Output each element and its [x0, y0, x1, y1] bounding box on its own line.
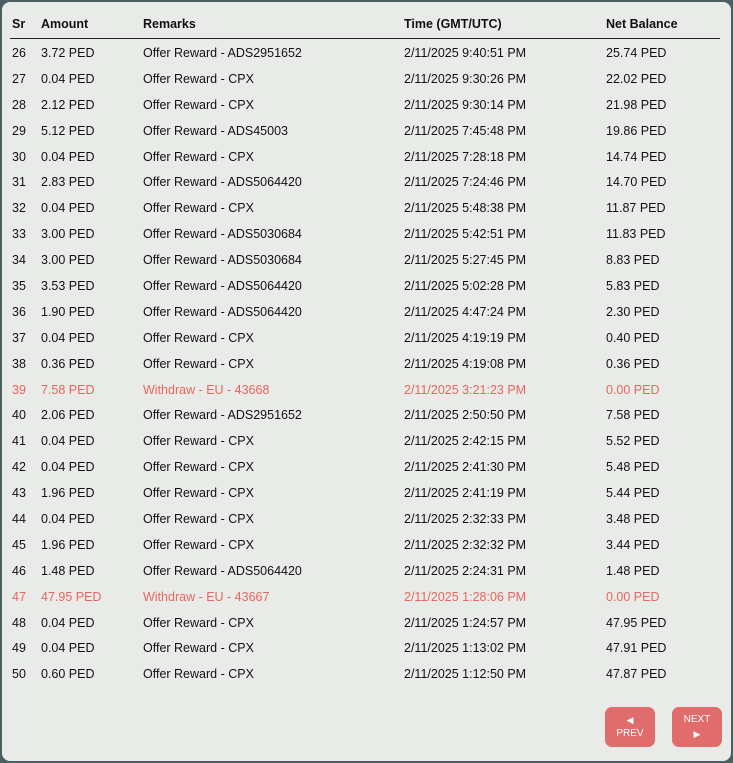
table-row: [10, 610, 720, 636]
table-row: [10, 661, 720, 687]
table-row: [10, 247, 720, 273]
column-header-sr: Sr: [10, 10, 41, 39]
table-row: [10, 195, 720, 221]
cell-amount: 1.96 PED: [41, 486, 95, 501]
table-row: [10, 428, 720, 454]
cell-amount: 1.48 PED: [41, 563, 95, 578]
cell-remarks: Offer Reward - CPX: [143, 97, 254, 112]
cell-sr: 36: [12, 304, 26, 319]
table-row-withdraw: [10, 377, 720, 403]
cell-amount: 3.00 PED: [41, 253, 95, 268]
cell-sr: 38: [12, 356, 26, 371]
table-row-withdraw: [10, 584, 720, 610]
cell-net-balance: 47.95 PED: [606, 615, 667, 630]
table-row: [10, 506, 720, 532]
cell-time: 2/11/2025 7:28:18 PM: [404, 149, 527, 164]
next-page-button[interactable]: [672, 707, 722, 747]
cell-sr: 27: [12, 71, 26, 86]
column-header-remarks: Remarks: [143, 10, 404, 39]
cell-remarks: Offer Reward - CPX: [143, 641, 254, 656]
cell-net-balance: 25.74 PED: [606, 45, 667, 60]
cell-sr: 44: [12, 511, 26, 526]
cell-amount: 1.90 PED: [41, 304, 95, 319]
cell-sr: 46: [12, 563, 26, 578]
table-row: [10, 532, 720, 558]
cell-remarks: Offer Reward - ADS5064420: [143, 175, 302, 190]
cell-net-balance: 19.86 PED: [606, 123, 667, 138]
prev-button-label: PREV: [616, 728, 644, 739]
table-header-row: [10, 10, 720, 39]
cell-remarks: Offer Reward - ADS2951652: [143, 45, 302, 60]
cell-sr: 26: [12, 45, 26, 60]
cell-time: 2/11/2025 1:12:50 PM: [404, 667, 527, 682]
cell-time: 2/11/2025 2:41:30 PM: [404, 460, 527, 475]
table-row: [10, 118, 720, 144]
cell-net-balance: 0.00 PED: [606, 589, 660, 604]
cell-amount: 3.53 PED: [41, 278, 95, 293]
cell-remarks: Offer Reward - CPX: [143, 201, 254, 216]
cell-net-balance: 5.52 PED: [606, 434, 660, 449]
cell-remarks: Offer Reward - CPX: [143, 71, 254, 86]
column-header-amount: Amount: [41, 10, 143, 39]
cell-amount: 2.06 PED: [41, 408, 95, 423]
cell-sr: 28: [12, 97, 26, 112]
table-row: [10, 39, 720, 66]
cell-sr: 35: [12, 278, 26, 293]
cell-remarks: Offer Reward - ADS5030684: [143, 227, 302, 242]
cell-time: 2/11/2025 2:24:31 PM: [404, 563, 527, 578]
cell-sr: 43: [12, 486, 26, 501]
cell-net-balance: 14.70 PED: [606, 175, 667, 190]
cell-net-balance: 0.00 PED: [606, 382, 660, 397]
cell-sr: 29: [12, 123, 26, 138]
cell-time: 2/11/2025 9:40:51 PM: [404, 45, 527, 60]
cell-time: 2/11/2025 5:02:28 PM: [404, 278, 527, 293]
cell-amount: 2.83 PED: [41, 175, 95, 190]
cell-remarks: Offer Reward - CPX: [143, 486, 254, 501]
cell-sr: 50: [12, 667, 26, 682]
cell-remarks: Offer Reward - ADS5064420: [143, 563, 302, 578]
cell-remarks: Offer Reward - ADS5064420: [143, 304, 302, 319]
cell-sr: 30: [12, 149, 26, 164]
cell-sr: 41: [12, 434, 26, 449]
cell-time: 2/11/2025 2:50:50 PM: [404, 408, 527, 423]
cell-remarks: Offer Reward - ADS5030684: [143, 253, 302, 268]
cell-net-balance: 7.58 PED: [606, 408, 660, 423]
column-header-time: Time (GMT/UTC): [404, 10, 606, 39]
cell-remarks: Offer Reward - CPX: [143, 667, 254, 682]
table-row: [10, 480, 720, 506]
cell-sr: 37: [12, 330, 26, 345]
cell-time: 2/11/2025 1:24:57 PM: [404, 615, 527, 630]
cell-amount: 0.36 PED: [41, 356, 95, 371]
cell-remarks: Offer Reward - CPX: [143, 356, 254, 371]
cell-net-balance: 0.40 PED: [606, 330, 660, 345]
table-row: [10, 66, 720, 92]
cell-net-balance: 21.98 PED: [606, 97, 667, 112]
cell-remarks: Offer Reward - CPX: [143, 330, 254, 345]
cell-sr: 47: [12, 589, 26, 604]
cell-amount: 0.04 PED: [41, 511, 95, 526]
cell-net-balance: 1.48 PED: [606, 563, 660, 578]
table-row: [10, 454, 720, 480]
table-row: [10, 635, 720, 661]
cell-remarks: Offer Reward - CPX: [143, 537, 254, 552]
cell-time: 2/11/2025 2:32:32 PM: [404, 537, 527, 552]
cell-sr: 42: [12, 460, 26, 475]
cell-time: 2/11/2025 9:30:14 PM: [404, 97, 527, 112]
cell-net-balance: 2.30 PED: [606, 304, 660, 319]
cell-remarks: Withdraw - EU - 43668: [143, 382, 270, 397]
cell-amount: 0.04 PED: [41, 71, 95, 86]
cell-time: 2/11/2025 5:48:38 PM: [404, 201, 527, 216]
cell-time: 2/11/2025 2:41:19 PM: [404, 486, 527, 501]
cell-amount: 0.04 PED: [41, 201, 95, 216]
prev-page-button[interactable]: [605, 707, 655, 747]
cell-amount: 2.12 PED: [41, 97, 95, 112]
cell-amount: 47.95 PED: [41, 589, 102, 604]
cell-remarks: Offer Reward - CPX: [143, 434, 254, 449]
cell-time: 2/11/2025 5:27:45 PM: [404, 253, 527, 268]
cell-time: 2/11/2025 5:42:51 PM: [404, 227, 527, 242]
cell-time: 2/11/2025 4:19:19 PM: [404, 330, 527, 345]
table-row: [10, 325, 720, 351]
cell-amount: 0.04 PED: [41, 641, 95, 656]
cell-remarks: Offer Reward - ADS2951652: [143, 408, 302, 423]
cell-time: 2/11/2025 3:21:23 PM: [404, 382, 527, 397]
cell-amount: 0.60 PED: [41, 667, 95, 682]
cell-sr: 39: [12, 382, 26, 397]
cell-time: 2/11/2025 4:19:08 PM: [404, 356, 527, 371]
cell-amount: 3.00 PED: [41, 227, 95, 242]
cell-amount: 1.96 PED: [41, 537, 95, 552]
arrow-left-icon: ◀: [626, 715, 634, 725]
cell-amount: 0.04 PED: [41, 434, 95, 449]
cell-net-balance: 5.83 PED: [606, 278, 660, 293]
cell-time: 2/11/2025 1:13:02 PM: [404, 641, 527, 656]
cell-time: 2/11/2025 7:24:46 PM: [404, 175, 527, 190]
table-row: [10, 221, 720, 247]
cell-sr: 40: [12, 408, 26, 423]
cell-time: 2/11/2025 7:45:48 PM: [404, 123, 527, 138]
cell-net-balance: 5.44 PED: [606, 486, 660, 501]
cell-remarks: Offer Reward - CPX: [143, 149, 254, 164]
cell-net-balance: 3.44 PED: [606, 537, 660, 552]
cell-amount: 7.58 PED: [41, 382, 95, 397]
cell-remarks: Offer Reward - CPX: [143, 460, 254, 475]
cell-time: 2/11/2025 4:47:24 PM: [404, 304, 527, 319]
transaction-history-panel: [2, 2, 731, 761]
cell-sr: 32: [12, 201, 26, 216]
table-row: [10, 351, 720, 377]
cell-net-balance: 5.48 PED: [606, 460, 660, 475]
cell-amount: 0.04 PED: [41, 615, 95, 630]
table-row: [10, 558, 720, 584]
cell-time: 2/11/2025 2:42:15 PM: [404, 434, 527, 449]
column-header-net-balance: Net Balance: [606, 10, 720, 39]
cell-time: 2/11/2025 9:30:26 PM: [404, 71, 527, 86]
cell-net-balance: 0.36 PED: [606, 356, 660, 371]
cell-amount: 3.72 PED: [41, 45, 95, 60]
cell-amount: 0.04 PED: [41, 330, 95, 345]
cell-net-balance: 8.83 PED: [606, 253, 660, 268]
table-row: [10, 169, 720, 195]
cell-amount: 5.12 PED: [41, 123, 95, 138]
cell-remarks: Offer Reward - CPX: [143, 615, 254, 630]
cell-net-balance: 22.02 PED: [606, 71, 667, 86]
arrow-right-icon: ▶: [693, 729, 701, 739]
cell-sr: 34: [12, 253, 26, 268]
cell-net-balance: 3.48 PED: [606, 511, 660, 526]
table-body: [10, 39, 720, 688]
cell-sr: 31: [12, 175, 26, 190]
cell-net-balance: 11.83 PED: [606, 227, 666, 242]
cell-remarks: Withdraw - EU - 43667: [143, 589, 270, 604]
cell-net-balance: 14.74 PED: [606, 149, 667, 164]
cell-remarks: Offer Reward - ADS45003: [143, 123, 288, 138]
cell-amount: 0.04 PED: [41, 460, 95, 475]
cell-amount: 0.04 PED: [41, 149, 95, 164]
cell-net-balance: 11.87 PED: [606, 201, 666, 216]
transaction-table: [10, 10, 720, 687]
cell-sr: 45: [12, 537, 26, 552]
table-row: [10, 273, 720, 299]
cell-time: 2/11/2025 2:32:33 PM: [404, 511, 527, 526]
cell-sr: 49: [12, 641, 26, 656]
table-row: [10, 402, 720, 428]
cell-net-balance: 47.91 PED: [606, 641, 667, 656]
cell-sr: 33: [12, 227, 26, 242]
table-row: [10, 92, 720, 118]
cell-net-balance: 47.87 PED: [606, 667, 667, 682]
next-button-label: NEXT: [683, 714, 711, 725]
cell-remarks: Offer Reward - CPX: [143, 511, 254, 526]
table-row: [10, 144, 720, 170]
cell-sr: 48: [12, 615, 26, 630]
table-row: [10, 299, 720, 325]
cell-time: 2/11/2025 1:28:06 PM: [404, 589, 527, 604]
cell-remarks: Offer Reward - ADS5064420: [143, 278, 302, 293]
